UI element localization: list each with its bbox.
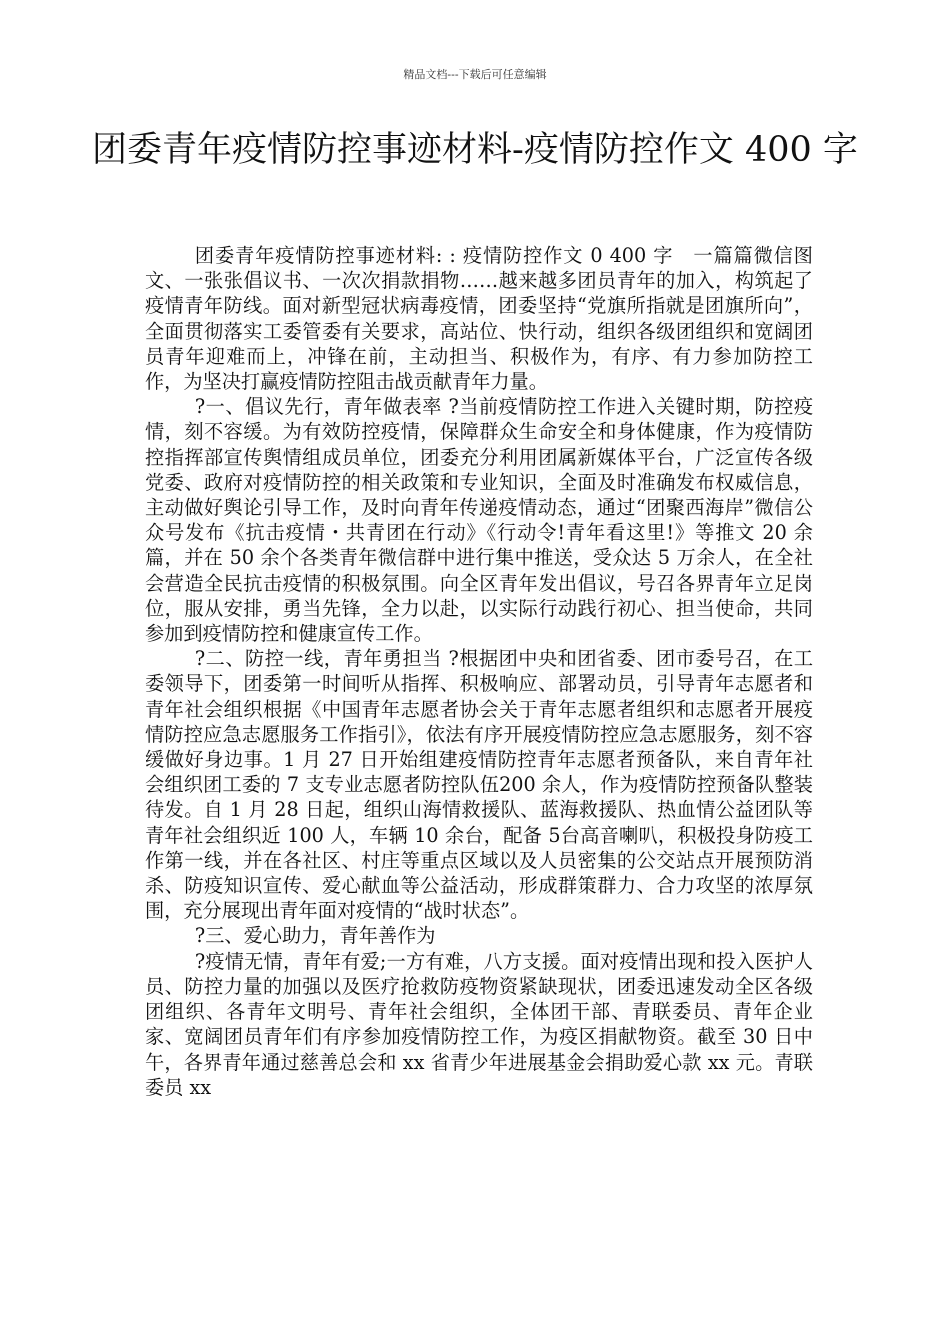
document-title: 团委青年疫情防控事迹材料-疫情防控作文 400 字: [92, 130, 858, 170]
document-body: [145, 243, 813, 1100]
header-note: 精品文档---下载后可任意编辑: [403, 68, 547, 81]
paragraph-section-3-heading: ?三、爱心助力，青年善作为: [194, 924, 436, 948]
paragraph-intro: 团委青年疫情防控事迹材料: : 疫情防控作文 0 400 字 一篇篇微信图文、一张张倡议书、一次次捐款捐物……越来越多团员青年的加入，构筑起了疫情青年防线。面对新型冠状病毒疫情，团委坚持“党旗所指就是团旗所向”，全面贯彻落实工委管委有关要求，高站位、快行动，组织各级团组织和宽阔团员青年迎难而上，冲锋在前，主动担当、积极作为，有序、有力参加防控工作，为坚决打赢疫情防控阻击战贡献青年力量。: [145, 244, 813, 394]
paragraph-section-1: ?一、倡议先行，青年做表率 ?当前疫情防控工作进入关键时期，防控疫情，刻不容缓。为有效防控疫情，保障群众生命安全和身体健康，作为疫情防控指挥部宣传舆情组成员单位，团委充分利用团属新媒体平台，广泛宣传各级党委、政府对疫情防控的相关政策和专业知识，全面及时准确发布权威信息，主动做好舆论引导工作，及时向青年传递疫情动态，通过“团聚西海岸”微信公众号发布《抗击疫情・共青团在行动》《行动令!青年看这里!》等推文 20 余篇，并在 50 余个各类青年微信群中进行集中推送，受众达 5 万余人，在全社会营造全民抗击疫情的积极氛围。向全区青年发出倡议，号召各界青年立足岗位，服从安排，勇当先锋，全力以赴，以实际行动践行初心、担当使命，共同参加到疫情防控和健康宣传工作。: [145, 395, 813, 646]
paragraph-section-2: ?二、防控一线，青年勇担当 ?根据团中央和团省委、团市委号召，在工委领导下，团委第一时间听从指挥、积极响应、部署动员，引导青年志愿者和青年社会组织根据《中国青年志愿者协会关于青年志愿者组织和志愿者开展疫情防控应急志愿服务工作指引》，依法有序开展疫情防控应急志愿服务，刻不容缓做好身边事。1 月 27 日开始组建疫情防控青年志愿者预备队，来自青年社会组织团工委的 7 支专业志愿者防控队伍200 余人，作为疫情防控预备队整装待发。自 1 月 28 日起，组织山海情救援队、蓝海救援队、热血情公益团队等青年社会组织近 100 人，车辆 10 余台，配备 5台高音喇叭，积极投身防疫工作第一线，并在各社区、村庄等重点区域以及人员密集的公交站点开展预防消杀、防疫知识宣传、爱心献血等公益活动，形成群策群力、合力攻坚的浓厚氛围，充分展现出青年面对疫情的“战时状态”。: [145, 647, 813, 923]
paragraph-section-3-body: ?疫情无情，青年有爱;一方有难，八方支援。面对疫情出现和投入医护人员、防控力量的加强以及医疗抢救防疫物资紧缺现状，团委迅速发动全区各级团组织、各青年文明号、青年社会组织，全体团干部、青联委员、青年企业家、宽阔团员青年们有序参加疫情防控工作，为疫区捐献物资。截至 30 日中午，各界青年通过慈善总会和 xx 省青少年进展基金会捐助爱心款 xx 元。青联委员 xx: [145, 949, 813, 1099]
